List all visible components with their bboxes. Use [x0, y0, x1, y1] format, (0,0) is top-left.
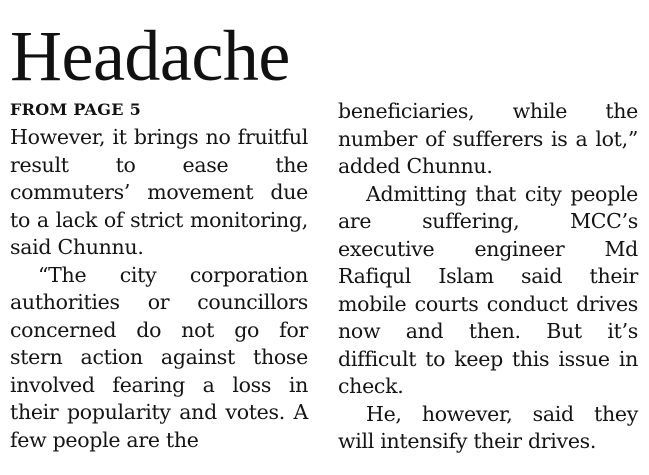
paragraph: “The city corporation authorities or councillors concerned do not go for stern action against those involved fearing a loss in their popularity and votes. A few people are the [10, 262, 308, 452]
paragraph: beneficiaries, while the number of sufferers is a lot,” added Chunnu. [338, 99, 638, 178]
headline: Headache [10, 16, 290, 96]
continuation-kicker: FROM PAGE 5 [10, 100, 142, 119]
paragraph: He, however, said they will intensify their drives. [338, 401, 638, 453]
paragraph: However, it brings no fruitful result to ease the commuters’ movement due to a lack of strict monitoring, said Chunnu. [10, 125, 308, 259]
article-column-left [10, 124, 308, 454]
article-column-right [338, 98, 638, 456]
paragraph: Admitting that city people are suffering, MCC’s executive engineer Md Rafiqul Islam said their mobile courts conduct drives now and then. But it’s difficult to keep this issue in check. [338, 181, 638, 398]
